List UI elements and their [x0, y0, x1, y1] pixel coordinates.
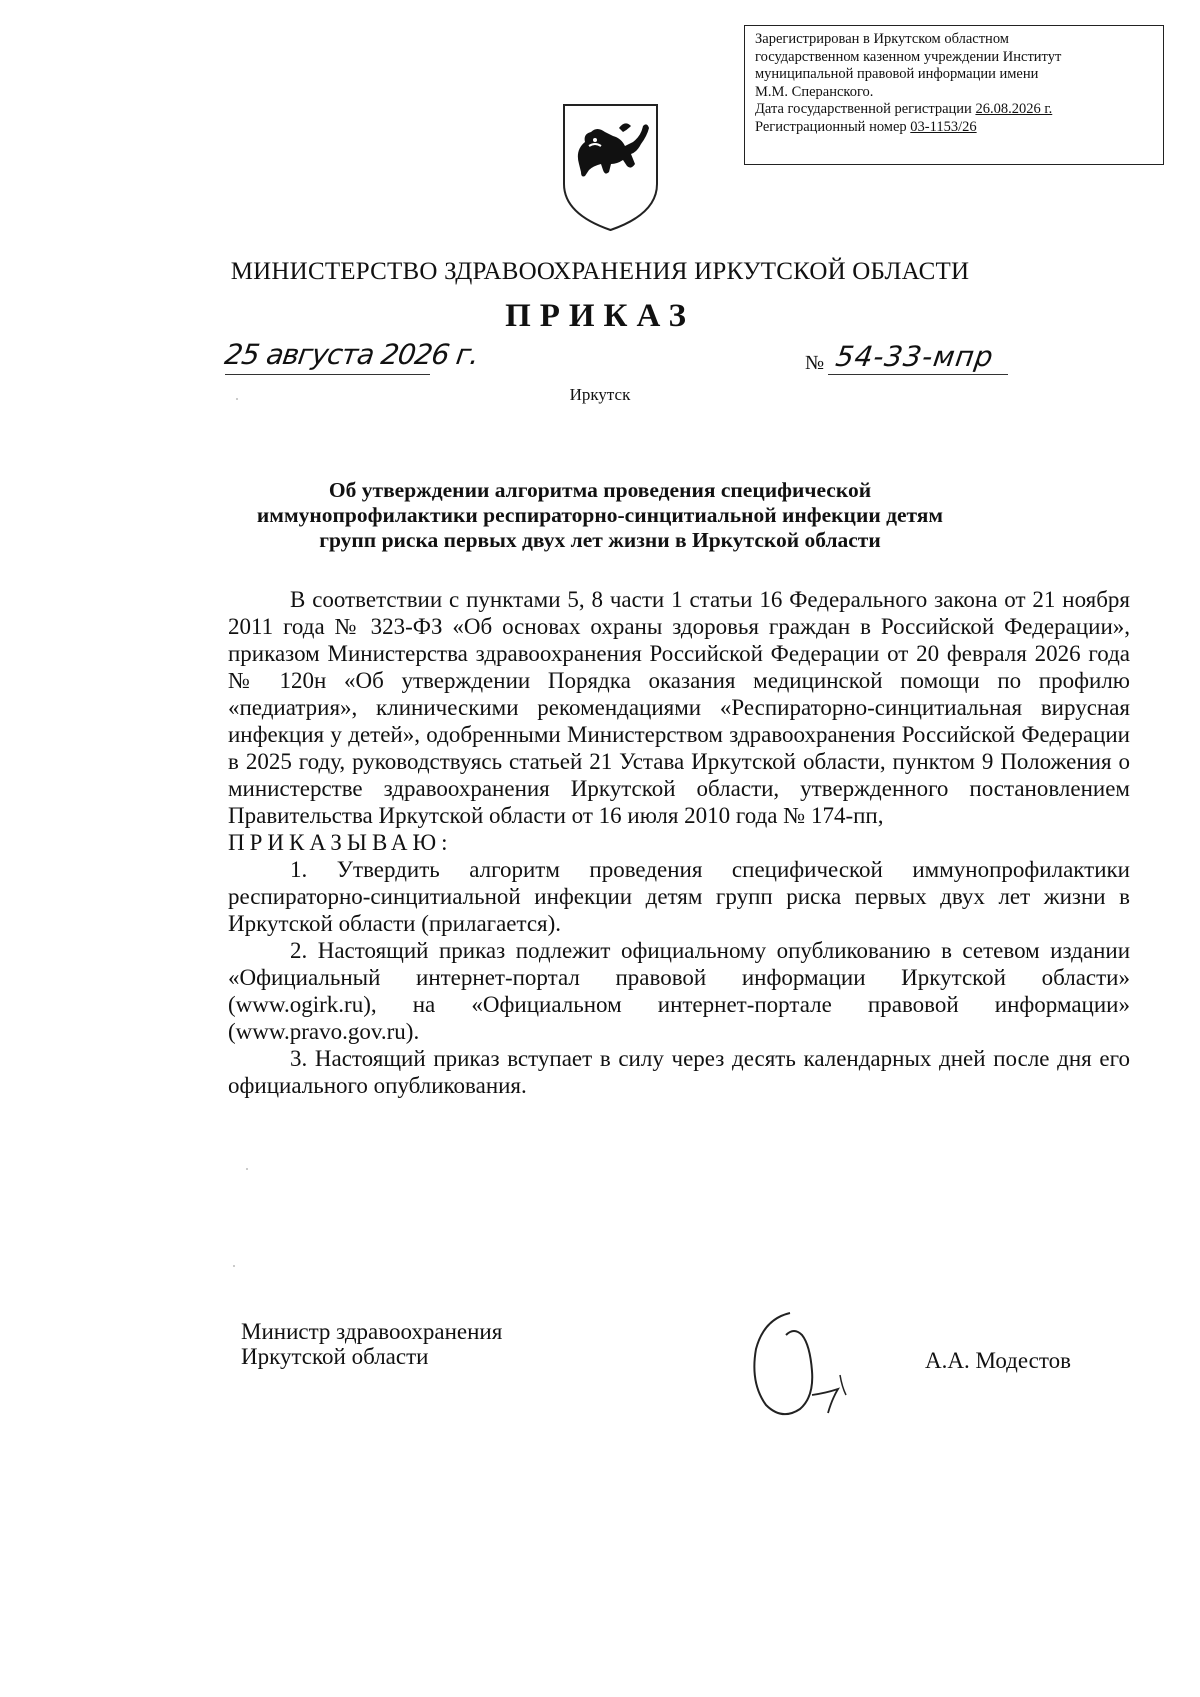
- ministry-name: МИНИСТЕРСТВО ЗДРАВООХРАНЕНИЯ ИРКУТСКОЙ ОБЛАСТИ: [230, 258, 970, 285]
- number-underline: [828, 374, 1008, 375]
- document-body: [228, 586, 1130, 1099]
- registration-number-row: [755, 119, 1153, 137]
- registration-line-2: государственном казенном учреждении Институт: [755, 48, 1062, 65]
- order-item-3: 3. Настоящий приказ вступает в силу через десять календарных дней после дня его официального опубликования.: [228, 1046, 1130, 1098]
- order-item-1: 1. Утвердить алгоритм проведения специфической иммунопрофилактики респираторно-синцитиальной инфекции детям групп риска первых двух лет жизни в Иркутской области (прилагается).: [228, 857, 1130, 936]
- heading-line-2: иммунопрофилактики респираторно-синцитиальной инфекции детям: [256, 503, 944, 527]
- heading-line-1: Об утверждении алгоритма проведения специфической: [328, 478, 872, 502]
- scan-speck: [236, 398, 238, 400]
- coat-of-arms-icon: [561, 102, 660, 233]
- date-underline: [225, 374, 430, 375]
- registration-date-value: 26.08.2026 г.: [975, 101, 1053, 117]
- order-item-2: 2. Настоящий приказ подлежит официальному опубликованию в сетевом издании «Официальный интернет-портал правовой информации Иркутской области» (www.ogirk.ru), на «Официальном интернет-портале правовой информации» (www.pravo.gov.ru).: [228, 938, 1130, 1044]
- handwritten-signature: [742, 1305, 857, 1425]
- scan-speck: [233, 1265, 235, 1267]
- order-number-handwritten: 54-33-мпр: [833, 340, 996, 373]
- registration-stamp: [744, 25, 1164, 165]
- preamble-paragraph: В соответствии с пунктами 5, 8 части 1 статьи 16 Федерального закона от 21 ноября 2011 года № 323-ФЗ «Об основах охраны здоровья граждан в Российской Федерации», приказом Министерства здравоохранения Российской Федерации от 20 февраля 2026 года № 120н «Об утверждении Порядка оказания медицинской помощи по профилю «педиатрия», клиническими рекомендациями «Респираторно-синцитиальная вирусная инфекция у детей», одобренными Министерством здравоохранения Российской Федерации в 2025 году, руководствуясь статьей 21 Устава Иркутской области, пунктом 9 Положения о министерстве здравоохранения Иркутской области, утвержденного постановлением Правительства Иркутской области от 16 июля 2010 года № 174-пп,: [228, 587, 1130, 828]
- signer-position: [241, 1319, 502, 1369]
- signer-position-line-1: Министр здравоохранения: [241, 1319, 503, 1344]
- city: Иркутск: [569, 385, 631, 404]
- order-title: ПРИКАЗ: [505, 298, 695, 334]
- signer-name: А.А. Модестов: [925, 1348, 1071, 1373]
- signer-position-line-2: Иркутской области: [241, 1344, 429, 1369]
- document-heading: [240, 478, 960, 553]
- number-sign: №: [805, 352, 825, 374]
- registration-number-value: 03-1153/26: [910, 118, 977, 135]
- order-word: ПРИКАЗЫВАЮ:: [228, 830, 453, 855]
- scan-speck: [246, 1168, 248, 1170]
- registration-date-row: [755, 101, 1153, 119]
- order-date-handwritten: 25 августа 2026 г.: [222, 338, 481, 371]
- registration-line-3: муниципальной правовой информации имени: [755, 66, 1039, 82]
- registration-number-label: Регистрационный номер: [755, 118, 911, 135]
- heading-line-3: групп риска первых двух лет жизни в Иркутской области: [319, 528, 881, 552]
- registration-line-1: Зарегистрирован в Иркутском областном: [755, 31, 1009, 47]
- registration-date-label: Дата государственной регистрации: [755, 101, 976, 117]
- registration-line-4: М.М. Сперанского.: [755, 83, 874, 100]
